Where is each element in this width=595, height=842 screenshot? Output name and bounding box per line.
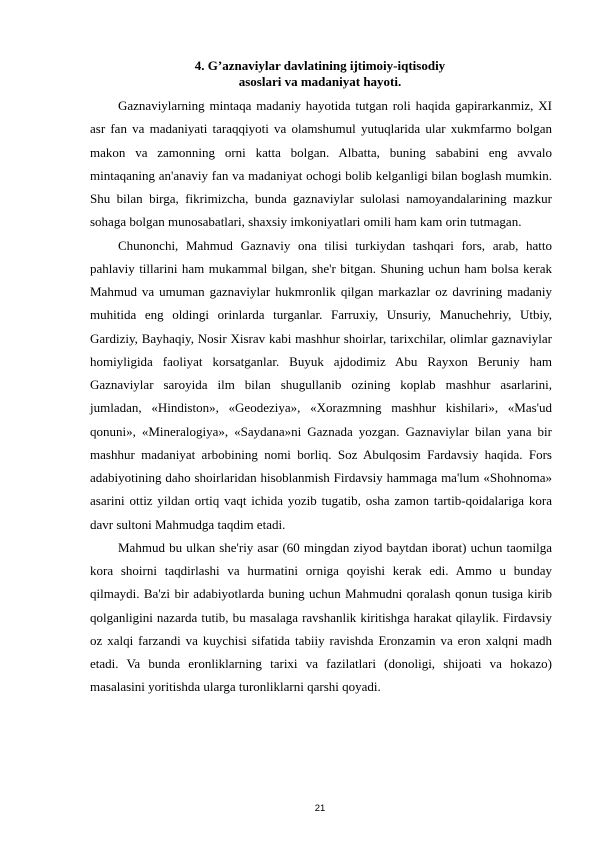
section-heading-line-1: 4. G’aznaviylar davlatining ijtimoiy-iqtisodiy (194, 58, 446, 73)
body-text (90, 94, 552, 699)
section-heading-line-2: asoslari va madaniyat hayoti. (238, 74, 402, 89)
paragraph-1: Gaznaviylarning mintaqa madaniy hayotida tutgan roli haqida gapirarkanmiz, XI asr fan va madaniyati taraqqiyoti va olamshumul yutuqlarida ular xukmfarmo bolgan makon va zamonning orni katta bolgan. Albatta, buning sababini eng avvalo mintaqaning an'anaviy fan va madaniyat ochogi bolib kelganligi bilan boglash mumkin. Shu bilan birga, fikrimizcha, bunda gaznaviylar sulolasi namoyandalarining mazkur sohaga bolgan munosabatlari, shaxsiy imkoniyatlari omili ham kam orin tutmagan. (90, 98, 552, 230)
paragraph-3: Mahmud bu ulkan she'riy asar (60 mingdan ziyod baytdan iborat) uchun taomilga kora shoirni taqdirlashi va hurmatini orniga qoyishi kerak edi. Ammo u bunday qilmaydi. Ba'zi bir adabiyotlarda buning uchun Mahmudni qoralash qonun tusiga kirib qolganligini nazarda tutib, bu masalaga ravshanlik kiritishga harakat qilaylik. Firdavsiy oz xalqi farzandi va kuychisi sifatida tabiiy ravishda Eronzamin va eron xalqni madh etadi. Va bunda eronliklarning tarixi va fazilatlari (donoligi, shijoati va hokazo) masalasini yoritishda ularga turonliklarni qarshi qoyadi. (90, 539, 552, 695)
section-heading (90, 58, 550, 90)
page-number: 21 (314, 803, 326, 814)
paragraph-2: Chunonchi, Mahmud Gaznaviy ona tilisi turkiydan tashqari fors, arab, hatto pahlaviy tillarini ham mukammal bilgan, she'r bitgan. Shuning uchun ham bolsa kerak Mahmud va umuman gaznaviylar hukmronlik qilgan markazlar oz davrining madaniy muhitida eng oldingi orinlarda turganlar. Farruxiy, Unsuriy, Manuchehriy, Utbiy, Gardiziy, Bayhaqiy, Nosir Xisrav kabi mashhur shoirlar, tarixchilar, olimlar gaznaviylar homiyligida faoliyat korsatganlar. Buyuk ajdodimiz Abu Rayxon Beruniy ham Gaznaviylar saroyida ilm bilan shugullanib ozining koplab mashhur asarlarini, jumladan, «Hindiston», «Geodeziya», «Xorazmning mashhur kishilari», «Mas'ud qonuni», «Mineralogiya», «Saydana»ni Gaznada yozgan. Gaznaviylar bilan yana bir mashhur madaniyat arbobining nomi borliq. Soz Abulqosim Fardavsiy haqida. Fors adabiyotining daho shoirlaridan hisoblanmish Firdavsiy hammaga ma'lum «Shohnoma» asarini ottiz yildan ortiq vaqt ichida yozib tugatib, osha zamon tartib-qoidalariga kora davr sultoni Mahmudga taqdim etadi. (90, 237, 552, 532)
